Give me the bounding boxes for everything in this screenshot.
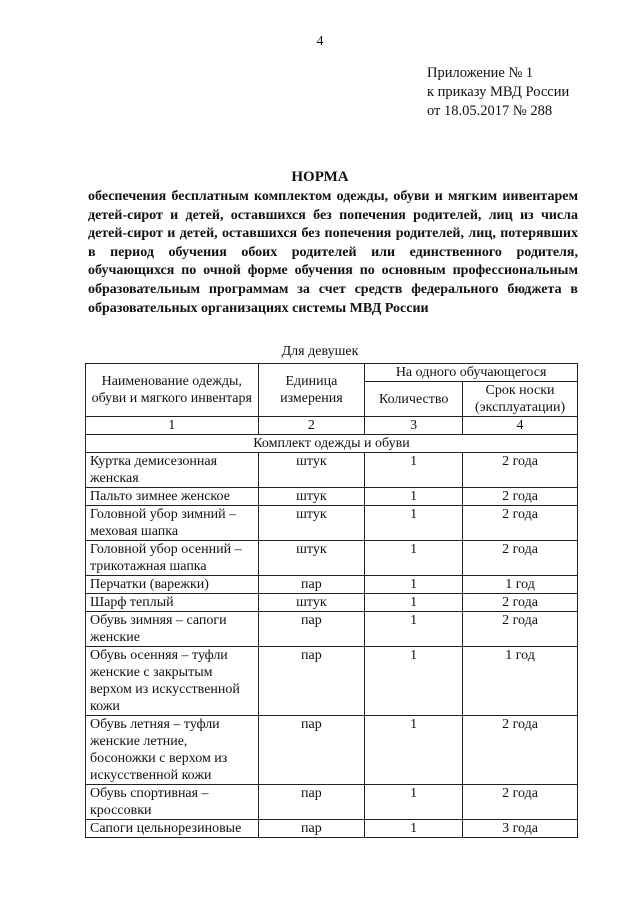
item-term: 2 года [463, 541, 578, 576]
item-name: Сапоги цельнорезиновые [86, 820, 259, 838]
item-quantity: 1 [365, 488, 463, 506]
item-name: Перчатки (варежки) [86, 576, 259, 594]
item-quantity: 1 [365, 716, 463, 785]
item-term: 2 года [463, 488, 578, 506]
item-term: 2 года [463, 785, 578, 820]
norm-table [85, 363, 578, 838]
item-quantity: 1 [365, 576, 463, 594]
item-quantity: 1 [365, 506, 463, 541]
table-row [86, 785, 578, 820]
table-caption: Для девушек [281, 344, 359, 359]
item-quantity: 1 [365, 820, 463, 838]
appendix-line-2: к приказу МВД России [427, 84, 570, 100]
item-unit: штук [258, 594, 365, 612]
item-unit: пар [258, 785, 365, 820]
item-quantity: 1 [365, 785, 463, 820]
header-quantity: Количество [365, 382, 463, 417]
item-name: Шарф теплый [86, 594, 259, 612]
item-unit: пар [258, 576, 365, 594]
table-row [86, 716, 578, 785]
document-title: НОРМА [291, 169, 349, 185]
document-subtitle: обеспечения бесплатным комплектом одежды, обуви и мягким инвентарем детей-сирот и детей, оставшихся без попечения родителей, лиц из числа детей-сирот и детей, оставшихся без попечения родителей, лиц, потерявших в период обучения обоих родителей или единственного родителя, обучающихся по очной форме обучения по основным профессиональным образовательным программам за счет средств федерального бюджета в образовательных организациях системы МВД России [88, 189, 578, 316]
item-unit: пар [258, 716, 365, 785]
table-row [86, 647, 578, 716]
item-name: Обувь осенняя – туфли женские с закрытым верхом из искусственной кожи [86, 647, 259, 716]
item-unit: штук [258, 506, 365, 541]
item-name: Обувь летняя – туфли женские летние, босоножки с верхом из искусственной кожи [86, 716, 259, 785]
item-quantity: 1 [365, 647, 463, 716]
item-name: Пальто зимнее женское [86, 488, 259, 506]
table-row [86, 541, 578, 576]
item-term: 1 год [463, 647, 578, 716]
item-quantity: 1 [365, 541, 463, 576]
item-unit: пар [258, 820, 365, 838]
item-term: 2 года [463, 453, 578, 488]
table-row [86, 594, 578, 612]
item-term: 2 года [463, 716, 578, 785]
header-per-student: На одного обучающегося [365, 364, 578, 382]
item-quantity: 1 [365, 594, 463, 612]
appendix-line-3: от 18.05.2017 № 288 [427, 103, 553, 119]
appendix-block [427, 64, 569, 121]
table-row [86, 576, 578, 594]
item-quantity: 1 [365, 612, 463, 647]
column-number: 2 [258, 417, 365, 435]
item-name: Обувь спортивная – кроссовки [86, 785, 259, 820]
item-name: Куртка демисезонная женская [86, 453, 259, 488]
item-quantity: 1 [365, 453, 463, 488]
item-unit: пар [258, 647, 365, 716]
header-name: Наименование одежды, обуви и мягкого инвентаря [86, 364, 259, 417]
header-unit: Единица измерения [258, 364, 365, 417]
item-name: Головной убор зимний – меховая шапка [86, 506, 259, 541]
item-term: 2 года [463, 612, 578, 647]
item-unit: пар [258, 612, 365, 647]
item-term: 2 года [463, 506, 578, 541]
page-number: 4 [316, 34, 324, 49]
item-name: Обувь зимняя – сапоги женские [86, 612, 259, 647]
item-unit: штук [258, 541, 365, 576]
table-row [86, 612, 578, 647]
column-number: 4 [463, 417, 578, 435]
item-unit: штук [258, 453, 365, 488]
table-row [86, 488, 578, 506]
header-term: Срок носки (эксплуатации) [463, 382, 578, 417]
item-name: Головной убор осенний – трикотажная шапка [86, 541, 259, 576]
item-unit: штук [258, 488, 365, 506]
column-number: 1 [86, 417, 259, 435]
column-number: 3 [365, 417, 463, 435]
item-term: 3 года [463, 820, 578, 838]
item-term: 1 год [463, 576, 578, 594]
table-row [86, 453, 578, 488]
table-row [86, 506, 578, 541]
appendix-line-1: Приложение № 1 [427, 65, 534, 81]
item-term: 2 года [463, 594, 578, 612]
section-title: Комплект одежды и обуви [86, 435, 578, 453]
table-row [86, 820, 578, 838]
